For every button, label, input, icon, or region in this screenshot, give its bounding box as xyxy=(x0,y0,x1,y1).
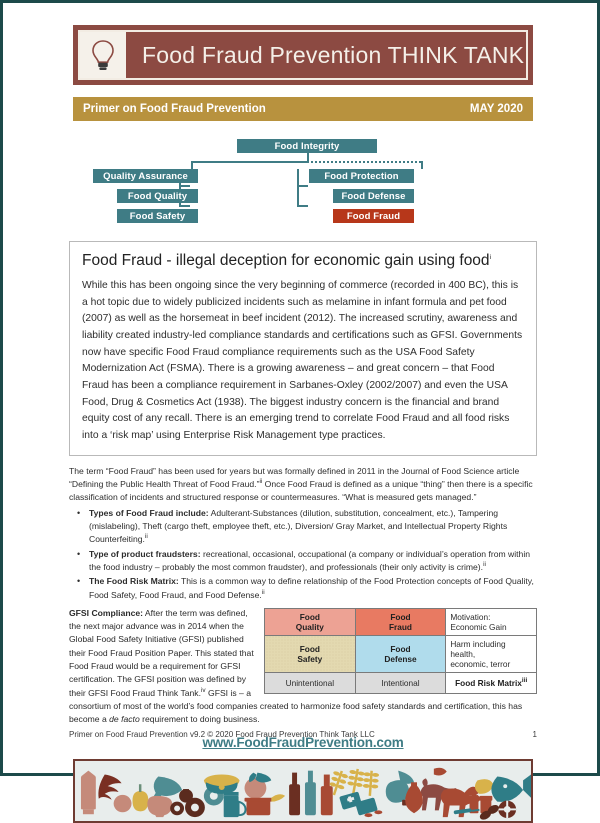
food-icons-illustration xyxy=(75,761,531,821)
matrix-cell-line2: economic, terror xyxy=(450,658,511,669)
connector-fp-fraud xyxy=(297,205,308,207)
footer-left-text: Primer on Food Fraud Prevention v9.2 © 2020 Food Fraud Prevention Think Tank LLC xyxy=(69,730,375,739)
matrix-cell-line2: Economic Gain xyxy=(450,621,507,632)
bullet-footnote: ii xyxy=(483,561,486,569)
matrix-cell-line1: Food xyxy=(299,611,320,622)
gfsi-text-part-2: GFSI is – a consortium of most of the world’s food companies created to harmonize food safety standards and certification, this has become a xyxy=(69,687,523,725)
header-banner xyxy=(73,25,533,85)
subheader-left-label: Primer on Food Fraud Prevention xyxy=(83,103,266,115)
bullet-footnote: ii xyxy=(261,588,265,596)
matrix-cell-line1: Food xyxy=(390,611,411,622)
matrix-cell-line2: Fraud xyxy=(388,621,413,632)
definition-title-footnote: i xyxy=(489,253,491,261)
matrix-cell-line1: Food xyxy=(299,643,320,654)
matrix-cell-line1: Food xyxy=(390,643,411,654)
bullet-lead: Type of product fraudsters: xyxy=(89,548,201,559)
matrix-cell-harm xyxy=(446,635,537,672)
matrix-caption-footnote: iii xyxy=(521,677,528,685)
connector-left-drop xyxy=(191,161,193,169)
list-item xyxy=(89,548,537,575)
matrix-cell-line1: Harm including health, xyxy=(450,638,506,659)
node-food-defense: Food Defense xyxy=(333,189,414,203)
gfsi-text-part-1: After the term was defined, the next major advance was in 2014 when the Global Food Safety Initiative (GFSI) published their Food Fraud Position Paper. This stated that Food Fraud would be a requirement for GFSI certification. The GFSI position was defined by their GFSI Food Fraud Think Tank. xyxy=(69,607,254,698)
food-risk-matrix-table xyxy=(264,608,537,694)
node-food-safety: Food Safety xyxy=(117,209,198,223)
intro-footnote: ii xyxy=(259,478,263,486)
bullet-text: recreational, occasional, occupational (a company or individual’s operation from within the food industry – probably the most common fraudster), and professionals (their only activity is crime). xyxy=(89,548,531,572)
gfsi-and-matrix-section xyxy=(69,607,537,727)
node-food-integrity: Food Integrity xyxy=(237,139,377,153)
connector-qa-safety xyxy=(179,205,190,207)
bullet-lead: Types of Food Fraud include: xyxy=(89,507,209,518)
matrix-cell-line2: Quality xyxy=(295,621,324,632)
bullet-text: This is a common way to define relationship of the Food Protection concepts of Food Quality, Food Safety, Food Fraud, and Food Defense. xyxy=(89,576,534,600)
matrix-cell-food-quality xyxy=(265,608,356,635)
gfsi-lead: GFSI Compliance: xyxy=(69,607,144,618)
table-row xyxy=(265,635,537,672)
matrix-cell-food-defense xyxy=(355,635,446,672)
connector-fp-defense xyxy=(297,185,308,187)
matrix-cell-motivation xyxy=(446,608,537,635)
bullet-footnote: ii xyxy=(144,533,148,541)
page-title: Food Fraud Prevention THINK TANK xyxy=(142,41,525,68)
definition-title xyxy=(82,252,524,270)
list-item xyxy=(89,507,537,547)
node-food-quality: Food Quality xyxy=(117,189,198,203)
table-row xyxy=(265,672,537,693)
list-item xyxy=(89,575,537,602)
matrix-cell-intentional: Intentional xyxy=(355,672,446,693)
bullet-text: Adulterant-Substances (dilution, substitution, concealment, etc.), Tampering (mislabeling), Theft (cargo theft, employee theft, etc.), Diversion/ Gray Market, and Intellectual Property Rights Counterfeiting. xyxy=(89,507,508,545)
matrix-cell-food-safety xyxy=(265,635,356,672)
matrix-caption-text: Food Risk Matrix xyxy=(455,677,522,688)
intro-part-2: Once Food Fraud is defined as a unique “thing” then there is a specific classification of incidents and structured response or countermeasures. “What is measured gets managed.” xyxy=(69,479,533,503)
website-link[interactable]: www.FoodFraudPrevention.com xyxy=(202,734,404,750)
matrix-cell-unintentional: Unintentional xyxy=(265,672,356,693)
definition-box xyxy=(69,241,537,456)
concept-bullet-list xyxy=(69,507,537,602)
page-footer xyxy=(69,730,537,739)
matrix-cell-line2: Safety xyxy=(297,653,323,664)
intro-part-1: The term “Food Fraud” has been used for years but was formally defined in 2011 in the Journal of Food Science article “Defining the Public Health Threat of Food Fraud.” xyxy=(69,465,520,490)
bullet-lead: The Food Risk Matrix: xyxy=(89,576,179,587)
connector-qa-quality xyxy=(179,185,190,187)
footer-page-number: 1 xyxy=(532,730,537,739)
subheader-bar xyxy=(73,97,533,121)
definition-title-text: Food Fraud - illegal deception for economic gain using food xyxy=(82,252,490,269)
food-integrity-hierarchy-diagram xyxy=(69,131,537,227)
matrix-cell-line1: Motivation: xyxy=(450,611,491,622)
table-row xyxy=(265,608,537,635)
node-food-protection: Food Protection xyxy=(309,169,414,183)
matrix-cell-food-fraud xyxy=(355,608,446,635)
gfsi-footnote: iv xyxy=(201,686,206,694)
body-text-section xyxy=(69,465,537,602)
subheader-date-label: MAY 2020 xyxy=(469,103,523,115)
connector-fp-spine xyxy=(297,169,299,207)
matrix-caption-cell xyxy=(446,672,537,693)
node-food-fraud: Food Fraud xyxy=(333,209,414,223)
matrix-cell-line2: Defense xyxy=(384,653,417,664)
definition-paragraph: While this has been ongoing since the very beginning of commerce (recorded in 400 BC), this is a hot topic due to widely publicized incidents such as melamine in infant formula and pet food (2007) as well as the horsemeat in beef incident (2012). The increased scrutiny, awareness and liability created industry-led compliance standards and certifications such as GFSI. Governments now have specific Food Fraud compliance requirements such as the USA Food Safety Modernization Act (FSMA). There is a growing awareness – and great concern – that Food Fraud has been a compliance requirement in Sarbanes-Oxley (2002/2007) and even the USA Food, Drug & Cosmetics Act (1938). The biggest industry concern is the financial and brand equity cost of any recall. There is an emerging trend to correlate Food Fraud and all food risks into a ‘risk map’ using Enterprise Risk Management type practices. xyxy=(82,280,523,442)
connector-right-drop xyxy=(421,161,423,169)
gfsi-italic-phrase: de facto xyxy=(109,714,140,725)
node-quality-assurance: Quality Assurance xyxy=(93,169,198,183)
connector-root-right xyxy=(307,161,423,163)
lightbulb-icon xyxy=(80,32,126,78)
connector-root-left xyxy=(191,161,309,163)
gfsi-text-part-3: requirement to doing business. xyxy=(139,714,260,725)
intro-paragraph xyxy=(69,465,537,505)
decorative-food-icon-band xyxy=(73,759,533,823)
